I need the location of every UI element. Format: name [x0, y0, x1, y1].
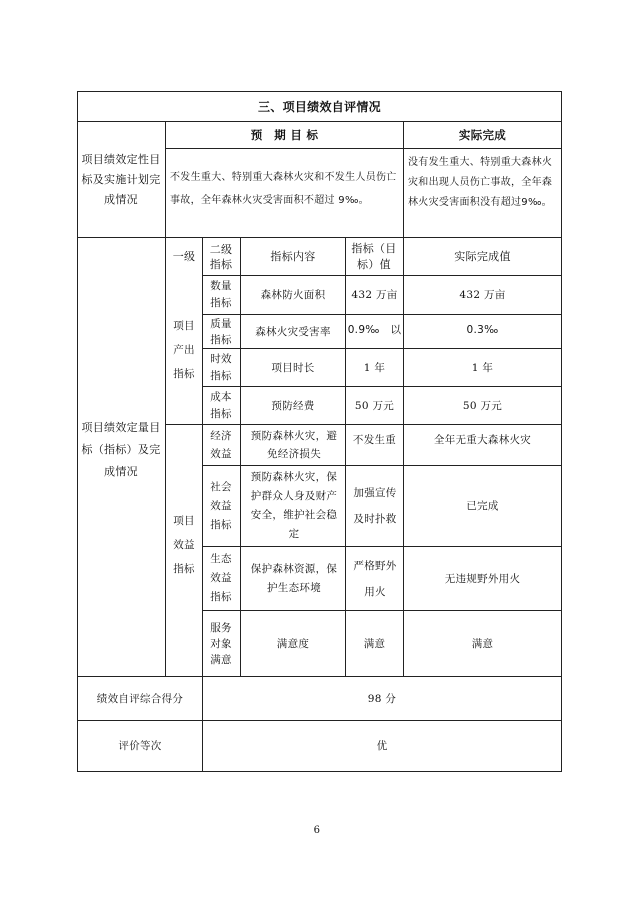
row-quantity-value: 432 万亩 — [351, 289, 398, 301]
grade-value: 优 — [376, 740, 388, 752]
row-cost-level2: 成本指标 — [210, 390, 232, 420]
row-quality-level2: 质量指标 — [210, 317, 232, 346]
row-timeliness-actual: 1 年 — [471, 361, 494, 374]
expected-goal-text: 不发生重大、特别重大森林火灾和不发生人员伤亡事故，全年森林火灾受害面积不超过 9‰。 — [170, 172, 397, 206]
row-quantity-level2: 数量指标 — [210, 280, 232, 309]
row-economic-actual: 全年无重大森林火灾 — [433, 434, 532, 446]
row-economic-value: 不发生重 — [352, 434, 397, 446]
row-timeliness-level2: 时效指标 — [210, 352, 232, 382]
page-number: 6 — [313, 825, 321, 836]
row-quality-actual: 0.3‰ — [466, 324, 499, 336]
row-quality-value: 0.9‰ 以 — [347, 324, 402, 336]
row-quality-content: 森林火灾受害率 — [255, 325, 331, 338]
expected-goal-header: 预 期 目 标 — [250, 128, 319, 142]
row-satisfaction-content: 满意度 — [276, 637, 310, 650]
row-social-value: 加强宣传及时扑救 — [353, 487, 397, 525]
qualitative-row-label: 项目绩效定性目标及实施计划完成情况 — [81, 152, 161, 206]
row-timeliness-value: 1 年 — [363, 361, 386, 374]
row-economic-level2: 经济效益 — [210, 430, 232, 460]
actual-value-header: 实际完成值 — [454, 249, 511, 263]
row-satisfaction-value: 满意 — [363, 637, 386, 650]
level2-header: 二级指标 — [209, 242, 233, 271]
row-satisfaction-actual: 满意 — [471, 637, 494, 650]
indicator-content-header: 指标内容 — [270, 249, 316, 263]
actual-completion-text: 没有发生重大、特别重大森林火灾和出现人员伤亡事故，全年森林火灾受害面积没有超过9‰。 — [408, 157, 553, 208]
actual-completion-header: 实际完成 — [458, 128, 507, 142]
row-timeliness-content: 项目时长 — [271, 361, 315, 374]
row-ecological-value: 严格野外用火 — [353, 559, 397, 598]
row-cost-content: 预防经费 — [271, 399, 315, 412]
grade-label: 评价等次 — [118, 740, 162, 752]
row-social-content: 预防森林火灾，保护群众人身及财产安全，维护社会稳定 — [250, 471, 338, 540]
row-social-actual: 已完成 — [466, 500, 499, 512]
row-quantity-actual: 432 万亩 — [459, 289, 506, 301]
row-ecological-actual: 无违规野外用火 — [444, 572, 521, 585]
target-value-header: 指标（目标）值 — [351, 241, 397, 271]
row-satisfaction-level2: 服务对象满意 — [210, 621, 232, 666]
row-social-level2: 社会效益指标 — [210, 480, 232, 531]
row-ecological-level2: 生态效益指标 — [210, 553, 232, 603]
section-title: 三、项目绩效自评情况 — [257, 99, 381, 114]
row-ecological-content: 保护森林资源，保护生态环境 — [250, 562, 338, 594]
score-label: 绩效自评综合得分 — [96, 692, 184, 705]
score-value: 98 分 — [367, 692, 397, 705]
row-cost-actual: 50 万元 — [462, 399, 503, 412]
row-economic-content: 预防森林火灾，避免经济损失 — [250, 430, 338, 460]
row-quantity-content: 森林防火面积 — [260, 289, 326, 301]
level1-output-label: 项目产出指标 — [173, 320, 195, 380]
quantitative-row-label: 项目绩效定量目标（指标）及完成情况 — [81, 421, 161, 478]
row-cost-value: 50 万元 — [354, 399, 395, 412]
level1-benefit-label: 项目效益指标 — [173, 515, 195, 575]
level1-header: 一级 — [172, 249, 196, 263]
